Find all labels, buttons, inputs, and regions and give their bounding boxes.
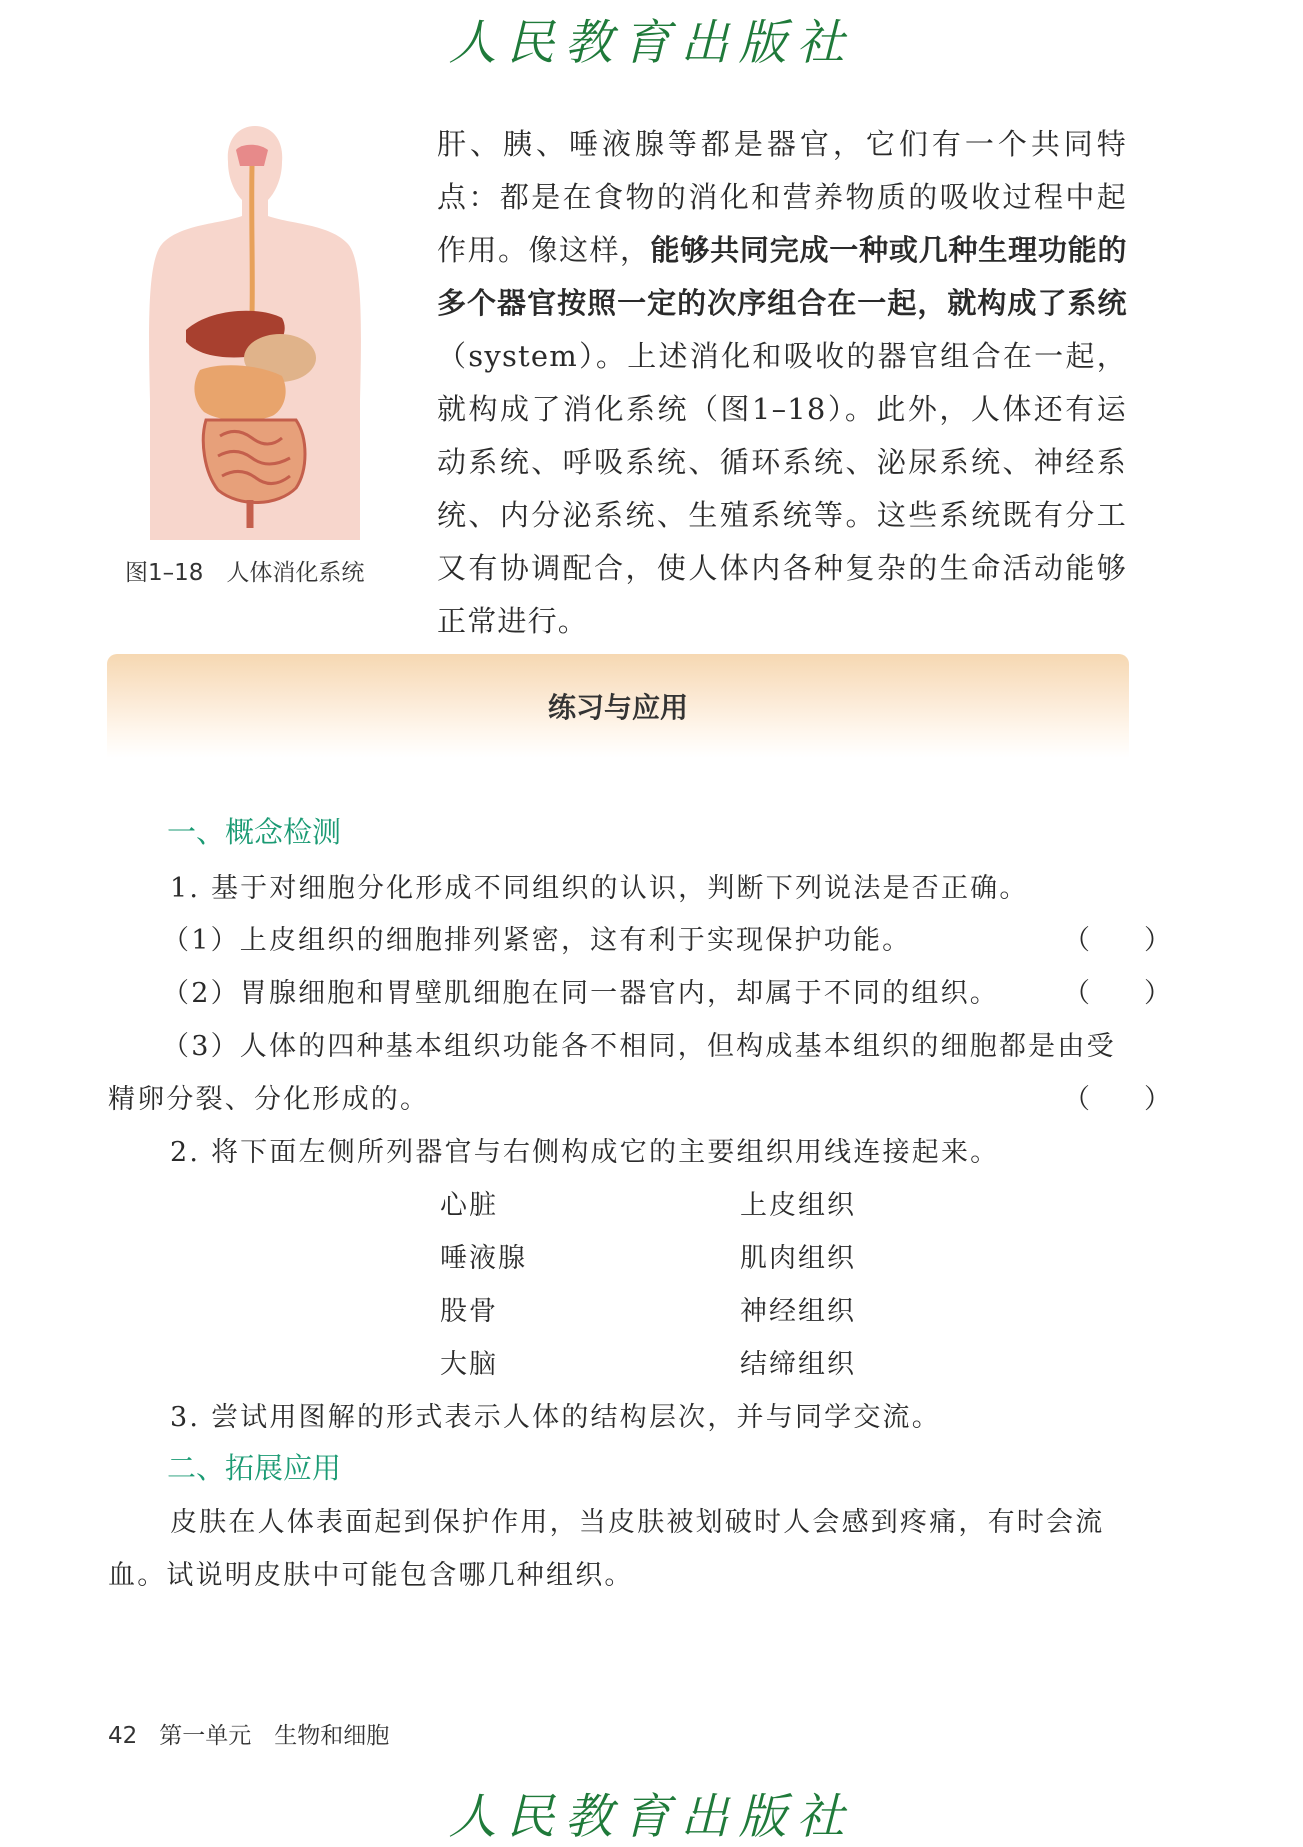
question-1: 1. 基于对细胞分化形成不同组织的认识，判断下列说法是否正确。 [170, 873, 1029, 904]
publisher-logo-top: 人民教育出版社 [448, 15, 855, 71]
tissue-item: 肌肉组织 [740, 1243, 856, 1274]
paragraph-bold-definition: 能够共同完成一种或几种生理功能的多个器官按照一定的次序组合在一起，就构成了系统 [437, 233, 1127, 320]
extension-question-line-1: 皮肤在人体表面起到保护作用，当皮肤被划破时人会感到疼痛，有时会流 [170, 1507, 1105, 1538]
tissue-item: 神经组织 [740, 1296, 856, 1327]
question-3: 3. 尝试用图解的形式表示人体的结构层次，并与同学交流。 [170, 1402, 941, 1433]
exercise-title: 练习与应用 [547, 691, 688, 724]
exercise-banner [107, 654, 1129, 758]
figure-caption: 图1–18 人体消化系统 [125, 560, 365, 586]
tissue-item: 结缔组织 [740, 1349, 856, 1380]
question-1-item-3-line-2: 精卵分裂、分化形成的。 [108, 1084, 430, 1115]
paragraph-text-1: 肝、胰、唾液腺等都是器官，它们有一个共同特点：都是在食物的消化和营养物质的吸收过程中起作用。像这样， [437, 127, 1127, 267]
answer-blank-1: （ ） [1063, 925, 1171, 956]
digestive-system-illustration [140, 120, 370, 540]
body-paragraph [437, 118, 1127, 648]
section-heading-extended-application: 二、拓展应用 [167, 1451, 342, 1485]
section-heading-concept-check: 一、概念检测 [167, 815, 342, 849]
question-1-item-2: （2）胃腺细胞和胃壁肌细胞在同一器官内，却属于不同的组织。 [162, 978, 999, 1009]
publisher-logo-bottom: 人民教育出版社 [448, 1789, 855, 1845]
paragraph-text-2: （system）。上述消化和吸收的器官组合在一起，就构成了消化系统（图1–18）。此外，人体还有运动系统、呼吸系统、循环系统、泌尿系统、神经系统、内分泌系统、生殖系统等。这些系统既有分工又有协调配合，使人体内各种复杂的生命活动能够正常进行。 [437, 339, 1127, 638]
page-number: 42 [108, 1723, 138, 1749]
tissue-item: 上皮组织 [740, 1190, 856, 1221]
question-1-item-3-line-1: （3）人体的四种基本组织功能各不相同，但构成基本组织的细胞都是由受 [162, 1031, 1116, 1062]
organ-item: 大脑 [440, 1349, 498, 1380]
page-footer [108, 1717, 389, 1750]
organ-item: 心脏 [440, 1190, 498, 1221]
answer-blank-3: （ ） [1063, 1084, 1171, 1115]
organ-item: 唾液腺 [440, 1243, 527, 1274]
question-2: 2. 将下面左侧所列器官与右侧构成它的主要组织用线连接起来。 [170, 1137, 1000, 1168]
question-1-item-1: （1）上皮组织的细胞排列紧密，这有利于实现保护功能。 [162, 925, 912, 956]
unit-title: 第一单元 生物和细胞 [159, 1723, 390, 1749]
answer-blank-2: （ ） [1063, 978, 1171, 1009]
organ-item: 股骨 [440, 1296, 498, 1327]
extension-question-line-2: 血。试说明皮肤中可能包含哪几种组织。 [108, 1560, 634, 1591]
